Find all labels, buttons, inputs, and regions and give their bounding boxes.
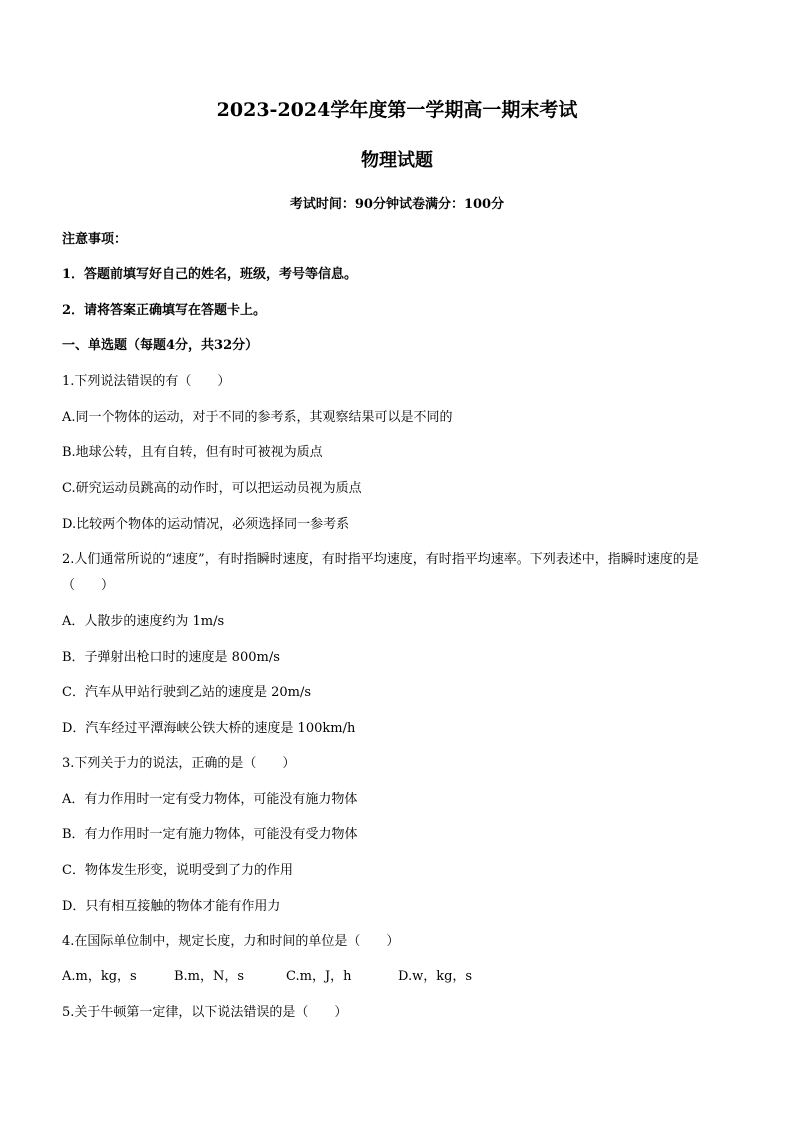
question-5-stem: 5.关于牛顿第一定律，以下说法错误的是（ ） [62, 1005, 348, 1020]
notice-heading: 注意事项： [62, 232, 128, 247]
exam-title: 2023-2024学年度第一学期高一期末考试 [216, 99, 578, 121]
question-4-option-d: D.w，kg，s [398, 969, 473, 984]
exam-info: 考试时间：90分钟试卷满分：100分 [289, 197, 505, 212]
question-3-option-b: B．有力作用时一定有施力物体，可能没有受力物体 [62, 827, 358, 842]
question-1-option-b: B.地球公转，且有自转，但有时可被视为质点 [62, 445, 323, 460]
question-1-option-d: D.比较两个物体的运动情况，必须选择同一参考系 [62, 517, 350, 532]
question-2-option-b: B．子弹射出枪口时的速度是 800m/s [62, 650, 280, 665]
subject-title: 物理试题 [361, 150, 433, 171]
question-2-option-d: D．汽车经过平潭海峡公铁大桥的速度是 100km/h [62, 721, 356, 736]
notice-item-1: 1．答题前填写好自己的姓名，班级，考号等信息。 [62, 267, 358, 282]
question-3-stem: 3.下列关于力的说法，正确的是（ ） [62, 756, 296, 771]
question-4-stem: 4.在国际单位制中，规定长度，力和时间的单位是（ ） [62, 934, 400, 949]
question-4-option-a: A.m，kg，s [62, 969, 137, 984]
question-4-option-c: C.m，J，h [286, 969, 352, 984]
question-2-option-a: A．人散步的速度约为 1m/s [62, 614, 225, 629]
question-3-option-a: A．有力作用时一定有受力物体，可能没有施力物体 [62, 792, 358, 807]
question-1-option-a: A.同一个物体的运动，对于不同的参考系，其观察结果可以是不同的 [62, 410, 453, 425]
question-2-stem: 2.人们通常所说的“速度”，有时指瞬时速度，有时指平均速度，有时指平均速率。下列表述中，指瞬时速度的是（ ） [62, 552, 699, 593]
question-4-options [62, 968, 472, 986]
question-4-option-b: B.m，N，s [174, 969, 245, 984]
question-3-option-d: D．只有相互接触的物体才能有作用力 [62, 899, 281, 914]
question-1-stem: 1.下列说法错误的有（ ） [62, 374, 231, 389]
question-1-option-c: C.研究运动员跳高的动作时，可以把运动员视为质点 [62, 481, 362, 496]
question-3-option-c: C．物体发生形变，说明受到了力的作用 [62, 863, 293, 878]
question-2-option-c: C．汽车从甲站行驶到乙站的速度是 20m/s [62, 685, 311, 700]
section-heading: 一、单选题（每题4分，共32分） [62, 338, 259, 353]
notice-item-2: 2．请将答案正确填写在答题卡上。 [62, 303, 267, 318]
